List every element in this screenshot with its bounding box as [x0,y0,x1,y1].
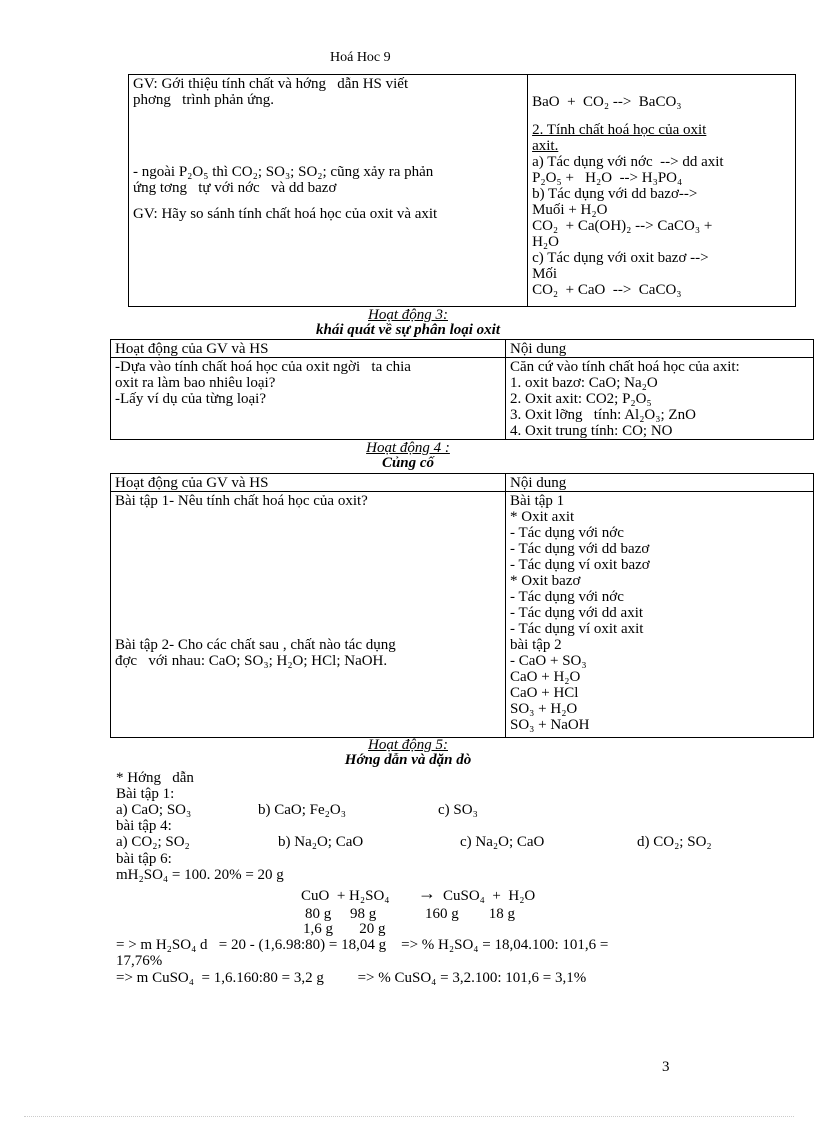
exercise-6-mass-line: mH₂SO₄ = 100. 20% = 20 g [116,867,284,883]
activity4-label: Hoạt động 4 : [366,440,450,456]
exercise-2-question: đợc với nhau: CaO; SO₃; H₂O; HCl; NaOH. [115,653,388,669]
activity3-title: khái quát về sự phân loại oxit [315,322,500,338]
exercise-2-question: Bài tập 2- Cho các chất sau , chất nào tác dụng [115,637,396,653]
text-line: - Tác dụng ví oxit axit [510,621,644,637]
review-left-cell [111,492,506,738]
text-line [133,108,523,124]
exercise-1-answer-c: c) SO₃ [438,802,478,818]
text-line: * Oxit bazơ [510,573,581,589]
column-header-label: Nội dung [510,341,567,357]
exercise-4-answer-a: a) CO₂; SO₂ [116,834,190,850]
exercise-4-answer-c: c) Na₂O; CaO [460,834,545,850]
text-line: a) Tác dụng với nớc --> dd axit [532,154,724,170]
column-header-label: Hoạt động của GV và HS [115,341,269,357]
text-line: CO₂ + CaO --> CaCO₃ [532,282,682,298]
exercise-4-answer-b: b) Na₂O; CaO [278,834,364,850]
text-line: SO₃ + H₂O [510,701,578,717]
text-line: Muối + H₂O [532,202,608,218]
text-line: 4. Oxit trung tính: CO; NO [510,423,673,439]
review-right-cell [506,492,814,738]
result-line: 17,76% [116,953,163,969]
activity5-title: Hớng dẫn và dặn dò [344,752,472,768]
text-line: SO₃ + NaOH [510,717,590,733]
equation-given-mass-row: 1,6 g 20 g [303,921,386,937]
result-line: = > m H₂SO₄ d = 20 - (1,6.98:80) = 18,04 g => % H₂SO₄ = 18,04.100: 101,6 = [116,937,609,953]
exercise-6-label: bài tập 6: [116,851,172,867]
activity5-label: Hoạt động 5: [368,737,448,753]
classification-right-cell [506,358,814,440]
text-line: - Tác dụng với dd axit [510,605,644,621]
equation-reactants: CuO + H₂SO₄ [301,888,390,904]
text-line: b) Tác dụng với dd bazơ--> [532,186,698,202]
text-line: - Tác dụng ví oxit bazơ [510,557,650,573]
column-header-label: Hoạt động của GV và HS [115,475,269,491]
text-line: Bài tập 1 [510,493,565,509]
exercise-1-label: Bài tập 1: [116,786,175,802]
equation-products: CuSO₄ + H₂O [443,888,536,904]
column-header [111,340,506,358]
column-header [506,340,814,358]
column-header [506,474,814,492]
text-line [532,110,791,122]
activity4-title: Củng cố [381,455,435,471]
text-line: CaO + H₂O [510,669,581,685]
page-number: 3 [662,1059,670,1075]
section-heading: axit. [532,138,559,154]
classification-left-cell [111,358,506,440]
review-table [110,473,814,738]
text-line: Mối [532,266,558,282]
text-line: - Tác dụng với nớc [510,589,624,605]
exercise-1-question: Bài tập 1- Nêu tính chất hoá học của oxit? [115,493,368,509]
text-line: -Dựa vào tính chất hoá học của oxit ngời ta chia [115,359,411,375]
page-header-title: Hoá Hoc 9 [330,50,391,65]
result-line: => m CuSO₄ = 1,6.160:80 = 3,2 g => % CuSO₄ = 3,2.100: 101,6 = 3,1% [116,970,587,986]
column-header [111,474,506,492]
text-line [133,196,523,206]
text-line: ứng tơng tự với nớc và dd bazơ [133,180,337,196]
text-line [532,76,791,94]
exercise-4-answer-d: d) CO₂; SO₂ [637,834,712,850]
text-line: - ngoài P₂O₅ thì CO₂; SO₃; SO₂; cũng xảy ra phản [133,164,434,180]
right-arrow-icon: → [418,883,436,903]
reaction-table [128,74,796,307]
column-header-label: Nội dung [510,475,567,491]
text-line: CO₂ + Ca(OH)₂ --> CaCO₃ + [532,218,713,234]
text-line: -Lấy ví dụ của từng loại? [115,391,266,407]
text-line: - CaO + SO₃ [510,653,587,669]
exercise-4-label: bài tập 4: [116,818,172,834]
exercise-1-answer-b: b) CaO; Fe₂O₃ [258,802,346,818]
reaction-table-right-cell [528,75,796,307]
activity3-label: Hoạt động 3: [368,307,448,323]
text-line: GV: Gới thiệu tính chất và hớng dẫn HS viết [133,76,409,92]
text-line: - Tác dụng với dd bazơ [510,541,650,557]
text-line: Căn cứ vào tính chất hoá học của axit: [510,359,740,375]
text-line: - Tác dụng với nớc [510,525,624,541]
guide-heading: * Hớng dẫn [116,770,194,786]
text-line: BaO + CO₂ --> BaCO₃ [532,94,682,110]
text-line [133,124,523,140]
text-line: H₂O [532,234,559,250]
text-line: 2. Oxit axit: CO2; P₂O₅ [510,391,652,407]
classification-table [110,339,814,440]
text-line: * Oxit axit [510,509,575,525]
section-heading: 2. Tính chất hoá học của oxit [532,122,707,138]
text-line [133,140,523,164]
exercise-1-answer-a: a) CaO; SO₃ [116,802,192,818]
text-line: phơng trình phản ứng. [133,92,275,108]
text-line: GV: Hãy so sánh tính chất hoá học của oxit và axit [133,206,438,222]
text-line: oxit ra làm bao nhiêu loại? [115,375,276,391]
text-line: P₂O₅ + H₂O --> H₃PO₄ [532,170,683,186]
reaction-table-left-cell [129,75,528,307]
text-line: bài tập 2 [510,637,562,653]
equation-molar-mass-row: 80 g 98 g 160 g 18 g [305,906,515,922]
text-line: CaO + HCl [510,685,579,701]
text-line: c) Tác dụng với oxit bazơ --> [532,250,709,266]
text-line: 1. oxit bazơ: CaO; Na₂O [510,375,658,391]
text-line: 3. Oxit lỡng tính: Al₂O₃; ZnO [510,407,696,423]
footer-divider [24,1116,794,1117]
